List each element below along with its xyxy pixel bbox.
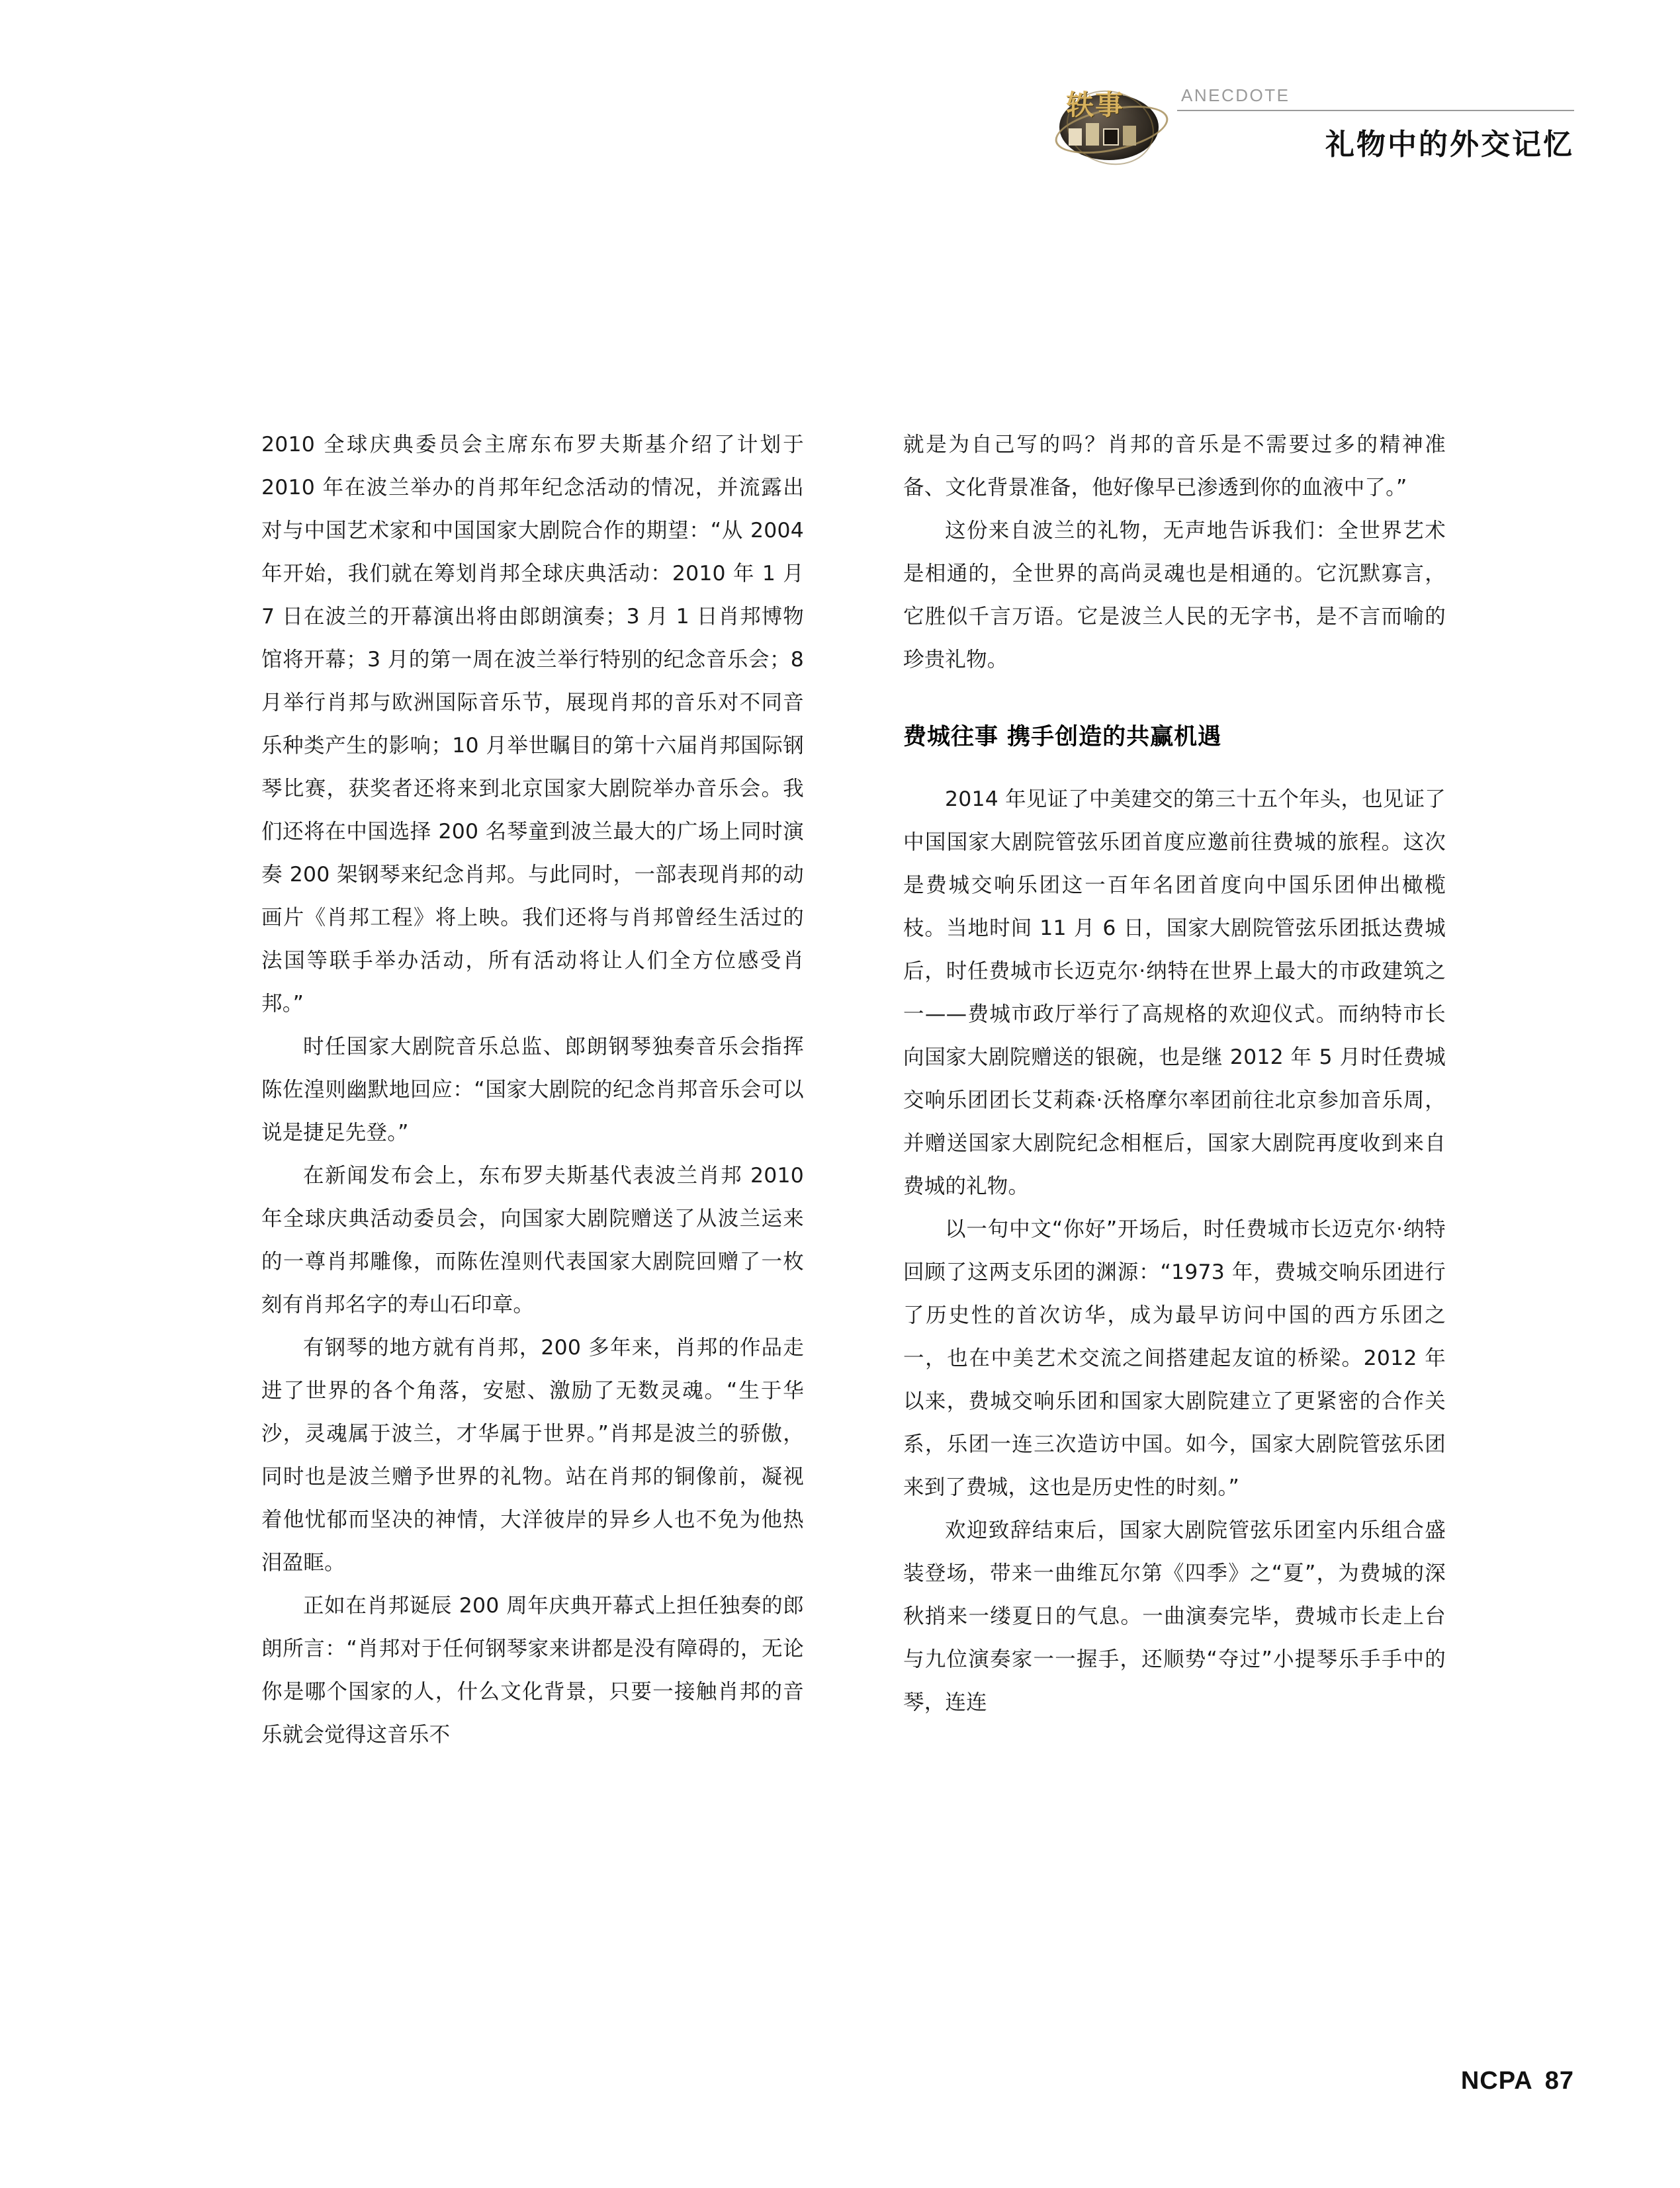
header-text-block [1177,85,1574,165]
paragraph: 时任国家大剧院音乐总监、郎朗钢琴独奏音乐会指挥陈佐湟则幽默地回应：“国家大剧院的纪念肖邦音乐会可以说是捷足先登。” [261,1035,804,1145]
paragraph: 2014 年见证了中美建交的第三十五个年头，也见证了中国国家大剧院管弦乐团首度应邀前往费城的旅程。这次是费城交响乐团这一百年名团首度向中国乐团伸出橄榄枝。当地时间 11 月 6 日，国家大剧院管弦乐团抵达费城后，时任费城市长迈克尔·纳特在世界上最大的市政建筑之一——费城市政厅举行了高规格的欢迎仪式。而纳特市长向国家大剧院赠送的银碗，也是继 2012 年 5 月时任费城交响乐团团长艾莉森·沃格摩尔率团前往北京参加音乐周，并赠送国家大剧院纪念相框后，国家大剧院再度收到来自费城的礼物。 [903,787,1446,1198]
left-column [261,423,804,1757]
paragraph: 在新闻发布会上，东布罗夫斯基代表波兰肖邦 2010 年全球庆典活动委员会，向国家大剧院赠送了从波兰运来的一尊肖邦雕像，而陈佐湟则代表国家大剧院回赠了一枚刻有肖邦名字的寿山石印章。 [261,1164,804,1317]
page-footer [1461,2067,1574,2095]
paragraph: 2010 全球庆典委员会主席东布罗夫斯基介绍了计划于 2010 年在波兰举办的肖邦年纪念活动的情况，并流露出对与中国艺术家和中国国家大剧院合作的期望：“从 2004 年开始，我们就在筹划肖邦全球庆典活动：2010 年 1 月 7 日在波兰的开幕演出将由郎朗演奏；3 月 1 日肖邦博物馆将开幕；3 月的第一周在波兰举行特别的纪念音乐会；8 月举行肖邦与欧洲国际音乐节，展现肖邦的音乐对不同音乐种类产生的影响；10 月举世瞩目的第十六届肖邦国际钢琴比赛，获奖者还将来到北京国家大剧院举办音乐会。我们还将在中国选择 200 名琴童到波兰最大的广场上同时演奏 200 架钢琴来纪念肖邦。与此同时，一部表现肖邦的动画片《肖邦工程》将上映。我们还将与肖邦曾经生活过的法国等联手举办活动，所有活动将让人们全方位感受肖邦。” [261,433,804,1016]
page-header [1051,79,1574,165]
publication-name: NCPA [1460,2067,1533,2095]
anecdote-badge-icon [1051,79,1177,165]
paragraph: 这份来自波兰的礼物，无声地告诉我们：全世界艺术是相通的，全世界的高尚灵魂也是相通的。它沉默寡言，它胜似千言万语。它是波兰人民的无字书，是不言而喻的珍贵礼物。 [903,519,1446,672]
paragraph: 以一句中文“你好”开场后，时任费城市长迈克尔·纳特回顾了这两支乐团的渊源：“1973 年，费城交响乐团进行了历史性的首次访华，成为最早访问中国的西方乐团之一，也在中美艺术交流之间搭建起友谊的桥梁。2012 年以来，费城交响乐团和国家大剧院建立了更紧密的合作关系，乐团一连三次造访中国。如今，国家大剧院管弦乐团来到了费城，这也是历史性的时刻。” [903,1217,1446,1499]
article-body [261,423,1446,1757]
badge-label: 轶事 [1066,89,1125,121]
page-number: 87 [1544,2067,1574,2095]
gift-glyphs-icon [1069,123,1136,146]
page-title: 礼物中的外交记忆 [1325,128,1574,161]
paragraph-continuation: 就是为自己写的吗？肖邦的音乐是不需要过多的精神准备、文化背景准备，他好像早已渗透到你的血液中了。” [903,433,1446,500]
section-heading: 费城往事 携手创造的共赢机遇 [903,724,1222,750]
right-column [903,423,1446,1757]
header-english-label: ANECDOTE [1181,85,1290,105]
header-divider [1177,110,1574,111]
paragraph: 有钢琴的地方就有肖邦，200 多年来，肖邦的作品走进了世界的各个角落，安慰、激励了无数灵魂。“生于华沙，灵魂属于波兰，才华属于世界。”肖邦是波兰的骄傲，同时也是波兰赠予世界的礼物。站在肖邦的铜像前，凝视着他忧郁而坚决的神情，大洋彼岸的异乡人也不免为他热泪盈眶。 [261,1336,804,1575]
paragraph: 欢迎致辞结束后，国家大剧院管弦乐团室内乐组合盛装登场，带来一曲维瓦尔第《四季》之“夏”，为费城的深秋捎来一缕夏日的气息。一曲演奏完毕，费城市长走上台与九位演奏家一一握手，还顺势“夺过”小提琴乐手手中的琴，连连 [903,1518,1446,1714]
paragraph: 正如在肖邦诞辰 200 周年庆典开幕式上担任独奏的郎朗所言：“肖邦对于任何钢琴家来讲都是没有障碍的，无论你是哪个国家的人，什么文化背景，只要一接触肖邦的音乐就会觉得这音乐不 [261,1594,804,1747]
